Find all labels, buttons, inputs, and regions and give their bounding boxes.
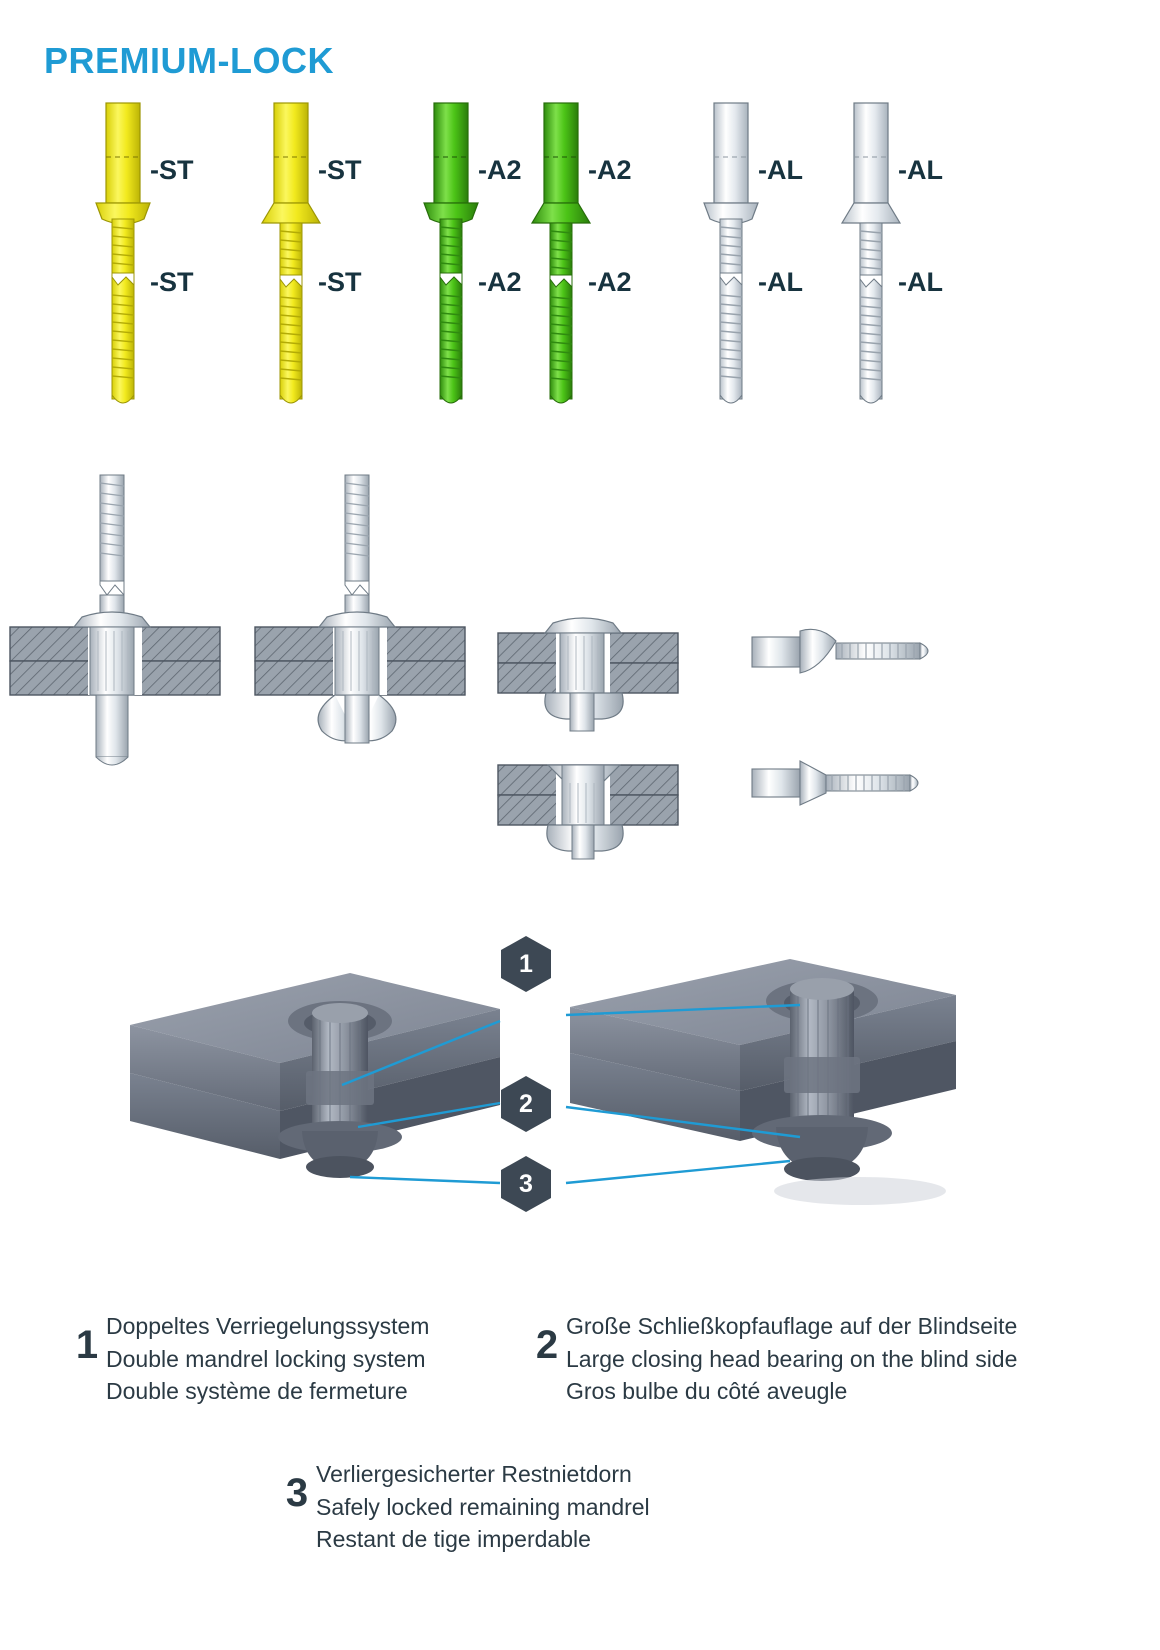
rivet-tail-label: -A2 [478,267,522,297]
legend-text-de: Doppeltes Verriegelungssystem [106,1313,430,1339]
legend-text-de: Große Schließkopfauflage auf der Blindseite [566,1313,1018,1339]
installation-sequence-graphic [0,455,1160,895]
rivet-tail-label: -AL [758,267,803,297]
rivet-tail-label: -AL [898,267,943,297]
legend-text-fr: Gros bulbe du côté aveugle [566,1378,848,1405]
rivet-a2-countersunk-graphic [498,95,648,425]
legend-text [106,1310,429,1408]
render-right-assembly [570,959,956,1205]
callout-number: 1 [519,949,533,978]
install-step-4-set-countersunk [498,765,678,859]
rivet-al-domehead-graphic [668,95,818,425]
callout-marker-1 [500,935,552,993]
rivet-head-label: -A2 [478,155,522,185]
rivet-al-countersunk-graphic [808,95,958,425]
legend-item-2 [528,1310,1017,1408]
rivet-head-label: -ST [318,155,362,185]
callout-number: 3 [519,1169,533,1198]
legend-text-de: Verliergesicherter Restnietdorn [316,1461,632,1487]
legend-item-3 [278,1458,650,1556]
rivet-head-label: -A2 [588,155,632,185]
rivet-st-countersunk-graphic [228,95,378,425]
rivet-tail-label: -A2 [588,267,632,297]
legend-number: 2 [535,1323,559,1367]
legend-text-en: Double mandrel locking system [106,1345,426,1372]
rivet-al-domehead [668,95,818,425]
render-left-assembly [130,973,500,1178]
install-step-3-set-domehead [498,618,678,731]
legend-text-fr: Double système de fermeture [106,1378,408,1405]
rivet-st-countersunk [228,95,378,425]
rivet-variants-row [0,95,1160,425]
legend-item-1 [68,1310,429,1408]
callout-marker-3 [500,1155,552,1213]
rivet-head-label: -AL [898,155,943,185]
installation-sequence [0,455,1160,895]
rivet-st-domehead [60,95,210,425]
legend-text-en: Safely locked remaining mandrel [316,1493,650,1520]
callout-marker-2 [500,1075,552,1133]
legend-number: 3 [285,1471,309,1515]
rivet-head-label: -AL [758,155,803,185]
legend-text [566,1310,1017,1408]
rivet-head-label: -ST [150,155,194,185]
rivet-3d-renders [100,945,980,1245]
rivet-tail-label: -ST [318,267,362,297]
legend-text [316,1458,650,1556]
rivet-a2-countersunk [498,95,648,425]
rivet-st-domehead-graphic [60,95,210,425]
callout-number: 2 [519,1089,533,1118]
rivet-al-countersunk [808,95,958,425]
page-title: PREMIUM-LOCK [44,40,334,81]
side-view-rivet-countersunk [752,761,918,805]
legend-text-en: Large closing head bearing on the blind side [566,1345,1018,1372]
install-step-1-domehead [10,475,220,765]
rivet-tail-label: -ST [150,267,194,297]
side-view-rivet-domehead [752,629,928,673]
legend-number: 1 [75,1323,99,1367]
legend-text-fr: Restant de tige imperdable [316,1526,591,1553]
install-step-2-bulb-forming [255,475,465,743]
